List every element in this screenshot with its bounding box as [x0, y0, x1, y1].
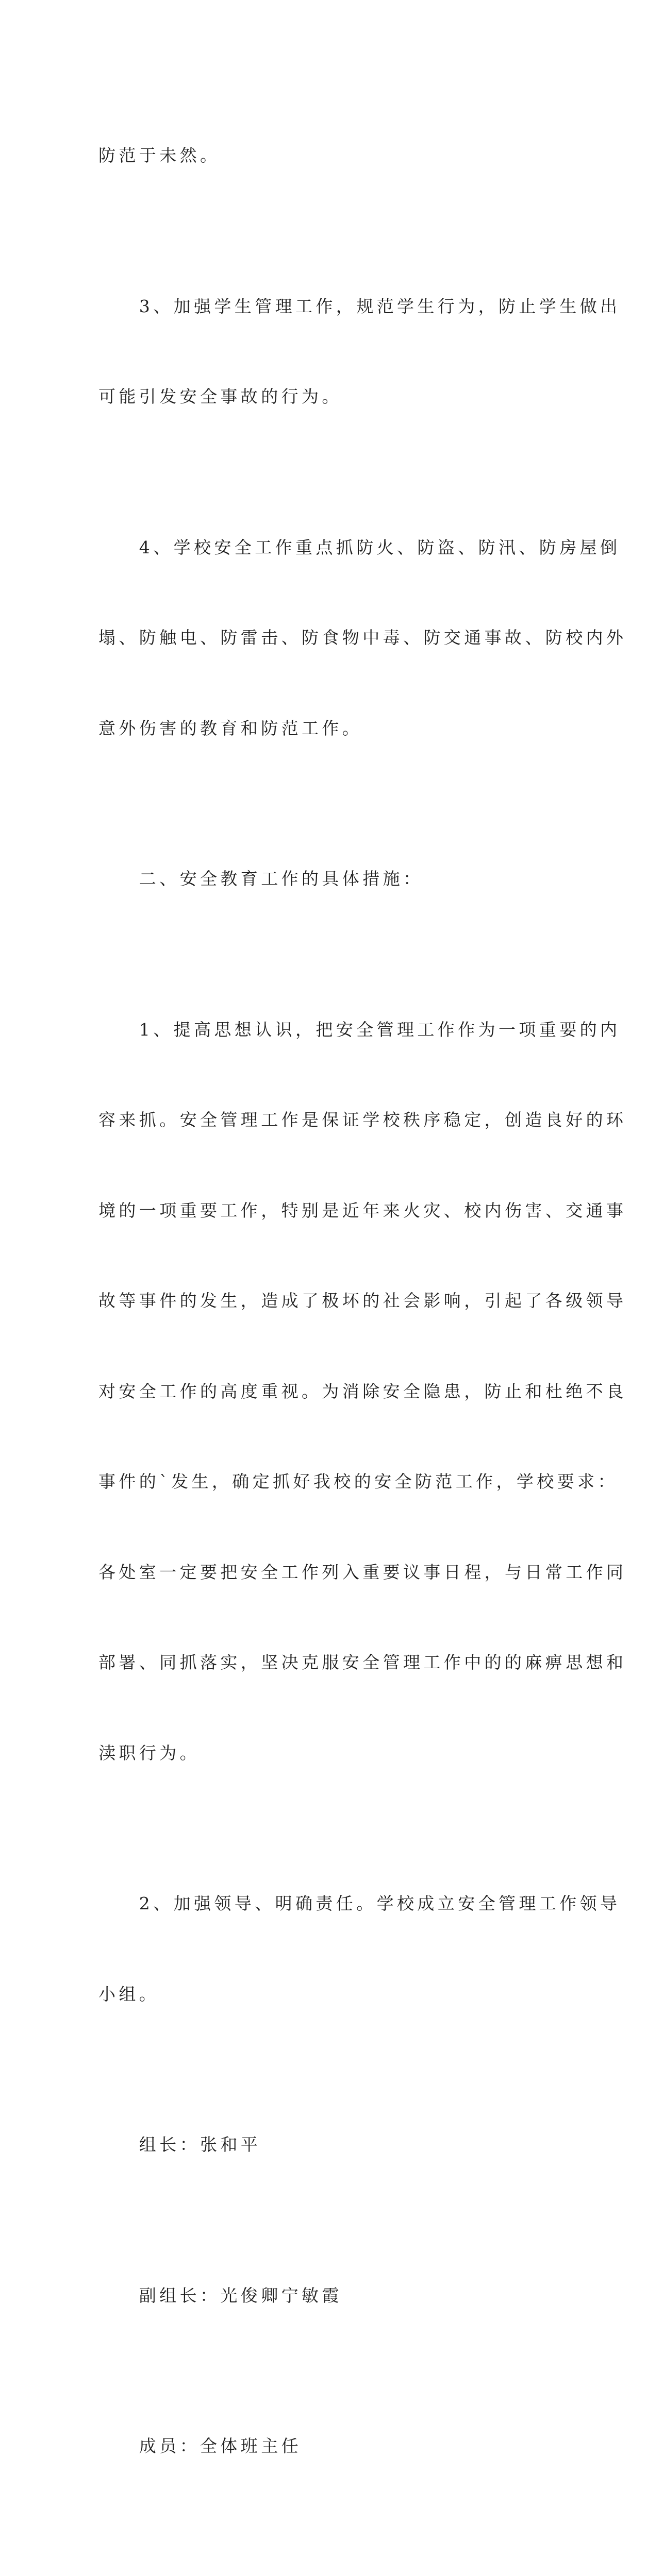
paragraph — [98, 231, 552, 472]
document-page — [0, 0, 640, 904]
text-line: 事件的`发生，确定抓好我校的安全防范工作，学校要求： — [98, 1467, 552, 1497]
paragraph — [98, 2522, 552, 2576]
group-leader-line — [98, 2070, 552, 2221]
text-line: 2、加强领导、明确责任。学校成立安全管理工作领导 — [98, 1889, 552, 1919]
text-line: 对安全工作的高度重视。为消除安全隐患，防止和杜绝不良 — [98, 1377, 552, 1407]
text-line: 容来抓。安全管理工作是保证学校秩序稳定，创造良好的环 — [98, 1105, 552, 1136]
text-line: 故等事件的发生，造成了极坏的社会影响，引起了各级领导 — [98, 1286, 552, 1316]
text-line: 境的一项重要工作，特别是近年来火灾、校内伤害、交通事 — [98, 1196, 552, 1226]
text-line: 组长：张和平 — [98, 2130, 552, 2160]
text-line: 成员：全体班主任 — [98, 2431, 552, 2462]
text-line: 1、提高思想认识，把安全管理工作作为一项重要的内 — [98, 1015, 552, 1045]
text-line: 4、学校安全工作重点抓防火、防盗、防汛、防房屋倒 — [98, 533, 552, 563]
text-line: 意外伤害的教育和防范工作。 — [98, 714, 552, 744]
text-line: 小组。 — [98, 1979, 552, 2010]
text-line: 塌、防触电、防雷击、防食物中毒、防交通事故、防校内外 — [98, 623, 552, 653]
members-line — [98, 2371, 552, 2522]
deputy-leader-line — [98, 2221, 552, 2371]
text-line: 部署、同抓落实，坚决克服安全管理工作中的的麻痹思想和 — [98, 1648, 552, 1678]
paragraph — [98, 472, 552, 804]
text-line: 3、加强学生管理工作，规范学生行为，防止学生做出 — [98, 292, 552, 322]
text-line: 防范于未然。 — [98, 141, 552, 171]
text-line: 各处室一定要把安全工作列入重要议事日程，与日常工作同 — [98, 1557, 552, 1588]
text-line: 二、安全教育工作的具体措施： — [98, 864, 552, 894]
text-line: 副组长：光俊卿宁敏霞 — [98, 2281, 552, 2311]
paragraph — [98, 955, 552, 1829]
text-line: 可能引发安全事故的行为。 — [98, 382, 552, 412]
paragraph — [98, 80, 552, 231]
text-line: 渎职行为。 — [98, 1738, 552, 1769]
document-body — [98, 80, 552, 2576]
section-heading — [98, 804, 552, 955]
paragraph — [98, 1828, 552, 2070]
